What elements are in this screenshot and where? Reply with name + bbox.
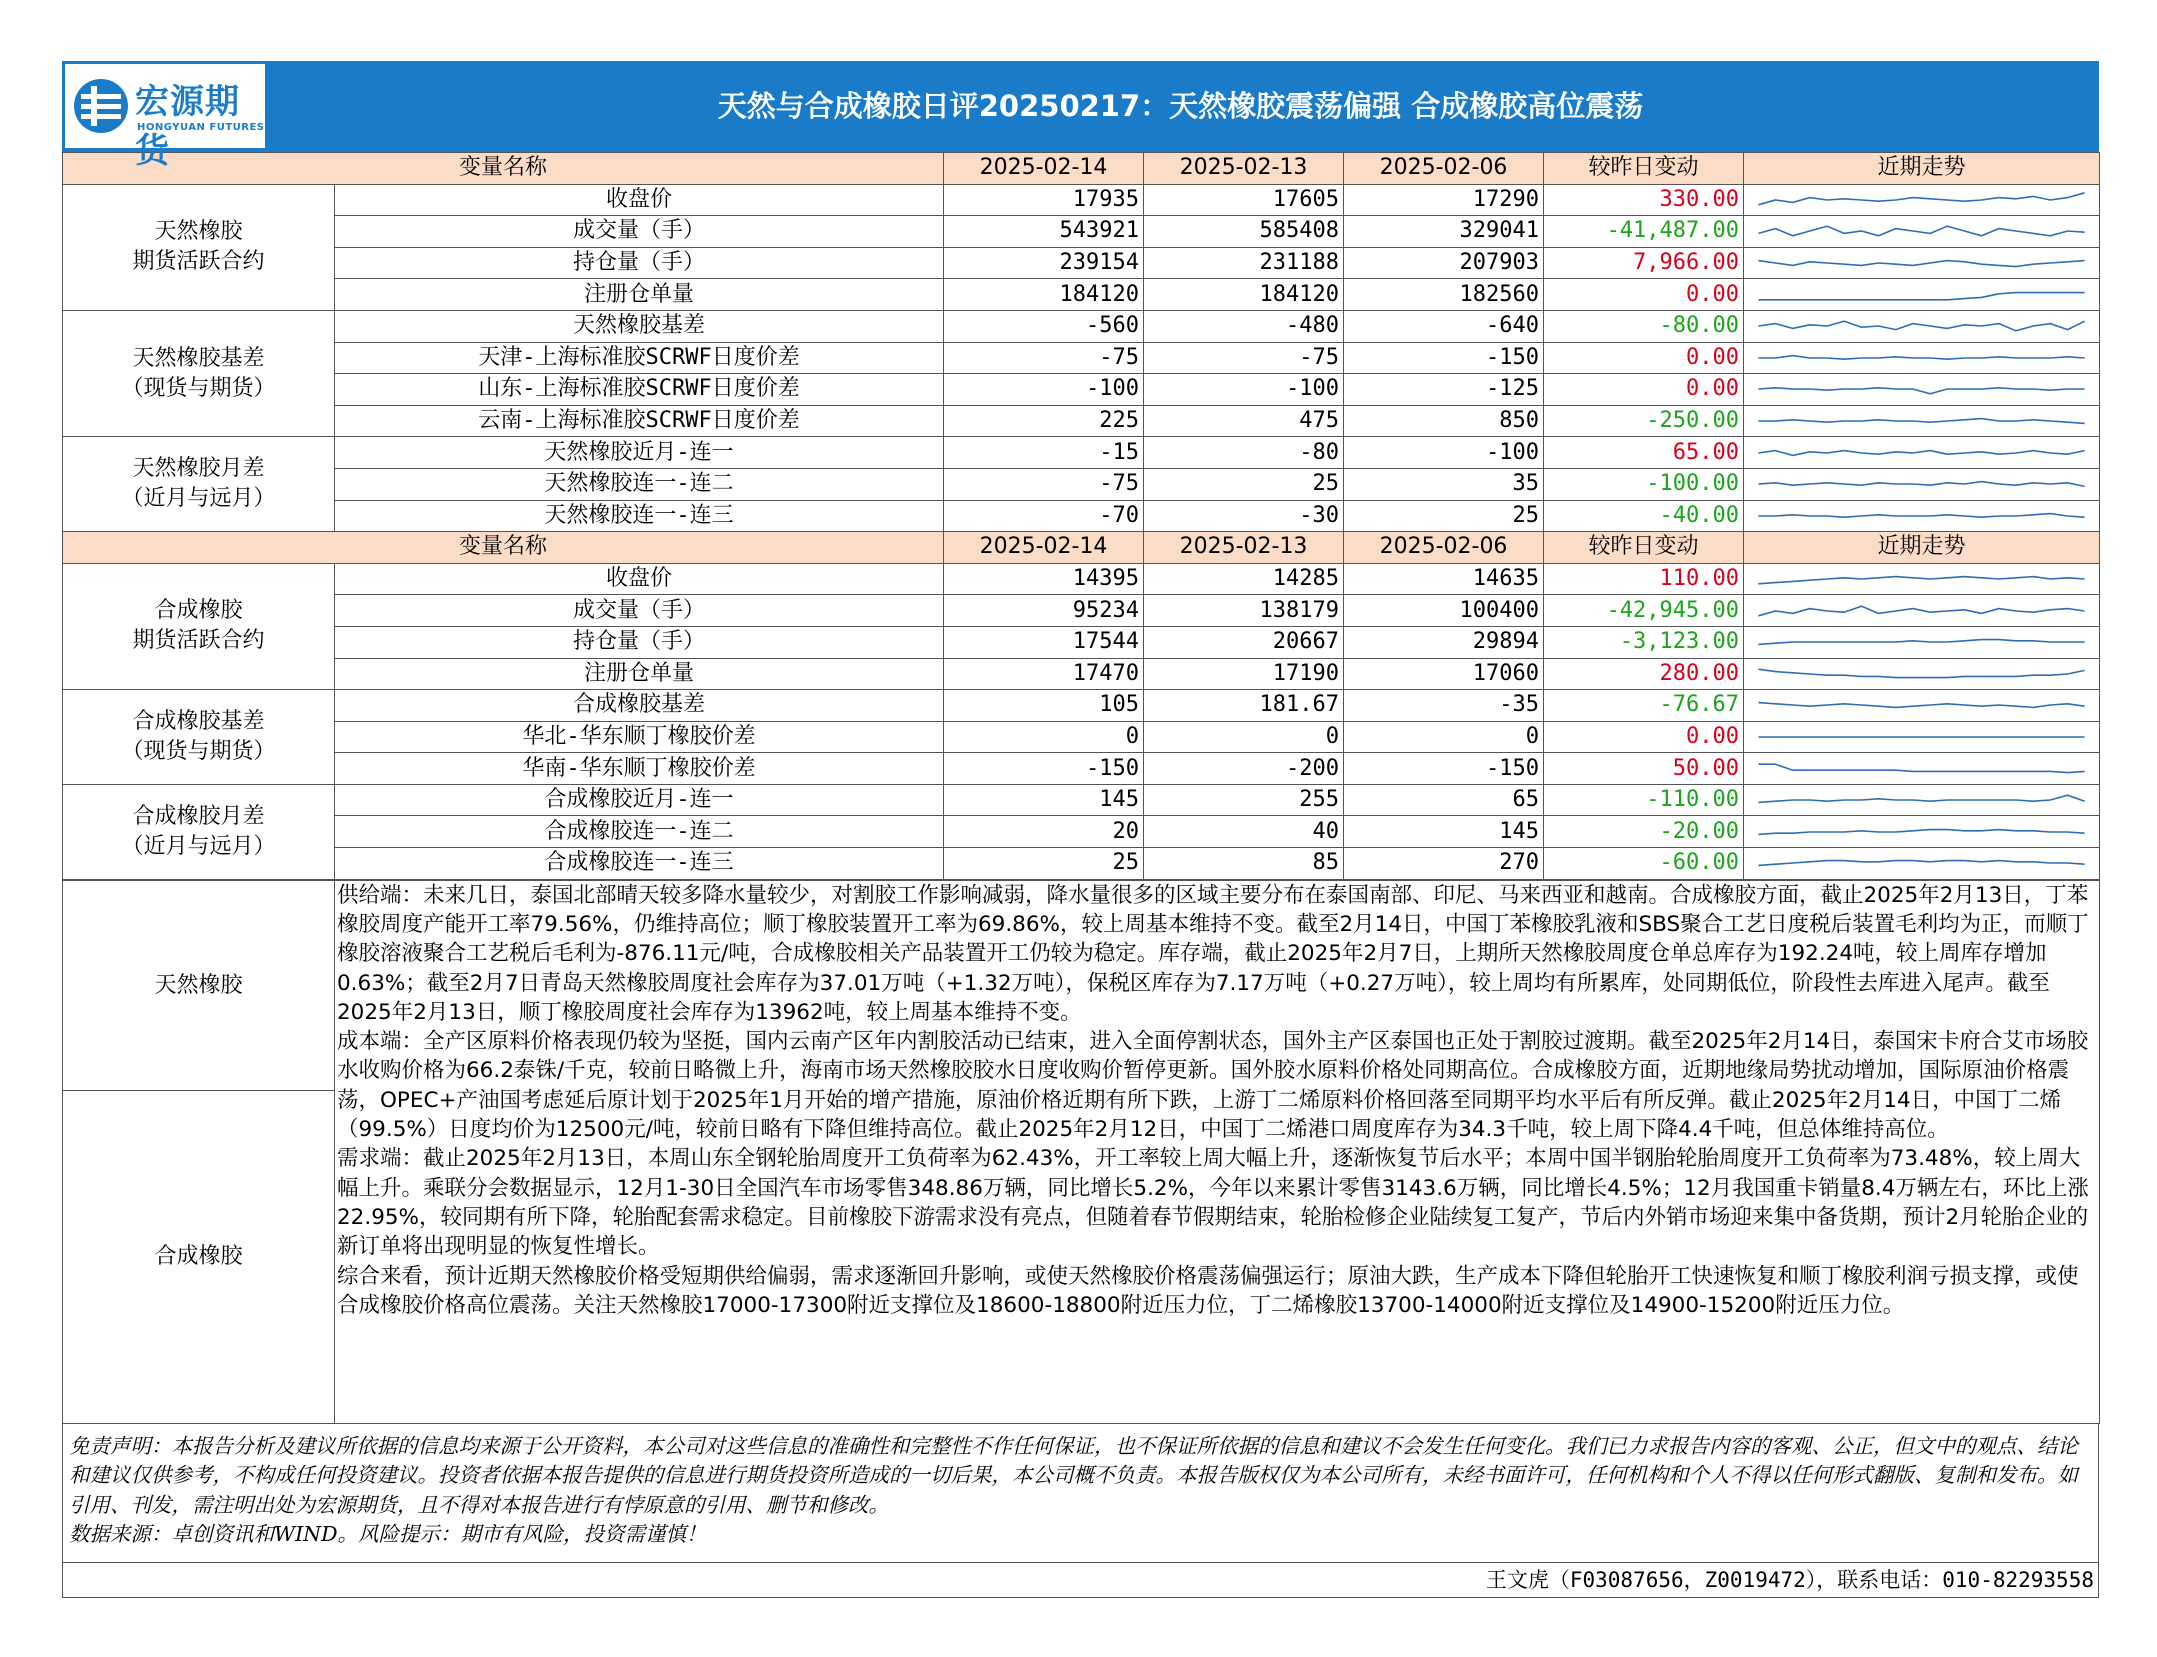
trend-sparkline: [1744, 626, 2100, 658]
value-2025-02-14: 543921: [944, 216, 1144, 248]
daily-change: 0.00: [1544, 279, 1744, 311]
sparkline-line: [1758, 861, 2084, 866]
value-2025-02-06: 25: [1344, 500, 1544, 532]
header-cell: 2025-02-06: [1344, 153, 1544, 185]
value-2025-02-14: -75: [944, 468, 1144, 500]
table-row: [63, 753, 2100, 785]
table-header-row: [63, 532, 2100, 564]
variable-name: 合成橡胶连一-连二: [335, 816, 944, 848]
value-2025-02-06: 14635: [1344, 563, 1544, 595]
value-2025-02-06: 100400: [1344, 595, 1544, 627]
daily-change: 0.00: [1544, 374, 1744, 406]
sparkline-line: [1758, 193, 2084, 205]
header-cell: 较昨日变动: [1544, 532, 1744, 564]
table-row: [63, 848, 2100, 880]
variable-name: 合成橡胶近月-连一: [335, 784, 944, 816]
value-2025-02-13: 17605: [1144, 184, 1344, 216]
trend-sparkline: [1744, 342, 2100, 374]
header-cell: 2025-02-13: [1144, 532, 1344, 564]
daily-change: -3,123.00: [1544, 626, 1744, 658]
sparkline-line: [1758, 419, 2084, 424]
report-title: 天然与合成橡胶日评20250217：天然橡胶震荡偏强 合成橡胶高位震荡: [717, 89, 1644, 123]
commentary-label-natural: 天然橡胶: [63, 880, 335, 1090]
daily-change: -110.00: [1544, 784, 1744, 816]
trend-sparkline: [1744, 405, 2100, 437]
trend-sparkline: [1744, 374, 2100, 406]
value-2025-02-13: 17190: [1144, 658, 1344, 690]
value-2025-02-13: 184120: [1144, 279, 1344, 311]
variable-name: 持仓量（手）: [335, 626, 944, 658]
value-2025-02-13: 0: [1144, 721, 1344, 753]
trend-sparkline: [1744, 279, 2100, 311]
trend-sparkline: [1744, 784, 2100, 816]
sparkline-line: [1758, 292, 2084, 299]
sparkline-chart: [1748, 375, 2095, 403]
sparkline-line: [1758, 388, 2084, 394]
header-variable-name: 变量名称: [63, 153, 944, 185]
sparkline-chart: [1748, 502, 2095, 530]
value-2025-02-13: 20667: [1144, 626, 1344, 658]
sparkline-chart: [1748, 755, 2095, 783]
trend-sparkline: [1744, 563, 2100, 595]
value-2025-02-14: -70: [944, 500, 1144, 532]
daily-change: 110.00: [1544, 563, 1744, 595]
header-cell: 2025-02-13: [1144, 153, 1344, 185]
value-2025-02-14: 95234: [944, 595, 1144, 627]
value-2025-02-14: -75: [944, 342, 1144, 374]
value-2025-02-13: 85: [1144, 848, 1344, 880]
sparkline-chart: [1748, 407, 2095, 435]
table-row: [63, 563, 2100, 595]
trend-sparkline: [1744, 310, 2100, 342]
value-2025-02-13: 25: [1144, 468, 1344, 500]
commentary-cost-demand: 成本端：全产区原料价格表现仍较为坚挺，国内云南产区年内割胶活动已结束，进入全面停割状态，国外主产区泰国也正处于割胶过渡期。截至2025年2月14日，泰国宋卡府合艾市场胶水收购价格为66.2泰铢/千克，较前日略微上升，海南市场天然橡胶胶水日度收购价暂停更新。国外胶水原料价格处同期高位。合成橡胶方面，近期地缘局势扰动增加，国际原油价格震荡，OPEC+产油国考虑延后原计划于2025年1月开始的增产措施，原油价格近期有所下跌，上游丁二烯原料价格回落至同期平均水平后有所反弹。截止2025年2月14日，中国丁二烯（99.5%）日度均价为12500元/吨，较前日略有下降但维持高位。截止2025年2月12日，中国丁二烯港口周度库存为34.3千吨，较上周下降4.4千吨，但总体维持高位。 需求端：截止2025年2月13日，本周山东全钢轮胎周度开工负荷率为62.43%，开工率较上周大幅上升，逐渐恢复节后水平；本周中国半钢胎轮胎周度开工负荷率为73.48%，较上周大幅上升。乘联分会数据显示，12月1-30日全国汽车市场零售348.86万辆，同比增长5.2%，今年以来累计零售3143.6万辆，同比增长4.5%；12月我国重卡销量8.4万辆左右，环比上涨22.95%，较同期有所下降，轮胎配套需求稳定。目前橡胶下游需求没有亮点，但随着春节假期结束，轮胎检修企业陆续复工复产，节后内外销市场迎来集中备货期，预计2月轮胎企业的新订单将出现明显的恢复性增长。 综合来看，预计近期天然橡胶价格受短期供给偏弱，需求逐渐回升影响，或使天然橡胶价格震荡偏强运行；原油大跌，生产成本下降但轮胎开工快速恢复和顺丁橡胶利润亏损支撑，或使合成橡胶价格高位震荡。关注天然橡胶17000-17300附近支撑位及18600-18800附近压力位，丁二烯橡胶13700-14000附近支撑位及14900-15200附近压力位。: [337, 1029, 2089, 1318]
value-2025-02-14: 20: [944, 816, 1144, 848]
value-2025-02-14: -15: [944, 437, 1144, 469]
value-2025-02-14: 225: [944, 405, 1144, 437]
sparkline-chart: [1748, 818, 2095, 846]
sparkline-line: [1758, 669, 2084, 677]
group-label: 合成橡胶月差 （近月与远月）: [63, 784, 335, 879]
value-2025-02-14: 0: [944, 721, 1144, 753]
group-label: 天然橡胶 期货活跃合约: [63, 184, 335, 310]
sparkline-line: [1758, 227, 2084, 237]
trend-sparkline: [1744, 216, 2100, 248]
value-2025-02-14: -100: [944, 374, 1144, 406]
sparkline-line: [1758, 513, 2084, 517]
value-2025-02-14: 145: [944, 784, 1144, 816]
disclaimer: 免责声明：本报告分析及建议所依据的信息均来源于公开资料，本公司对这些信息的准确性和完整性不作任何保证，也不保证所依据的信息和建议不会发生任何变化。我们已力求报告内容的客观、公正，但文中的观点、结论和建议仅供参考，不构成任何投资建议。投资者依据本报告提供的信息进行期货投资所造成的一切后果，本公司概不负责。本报告版权仅为本公司所有，未经书面许可，任何机构和个人不得以任何形式翻版、复制和发布。如引用、刊发，需注明出处为宏源期货，且不得对本报告进行有悖原意的引用、删节和修改。 数据来源：卓创资讯和WIND。风险提示：期市有风险，投资需谨慎！: [62, 1424, 2099, 1563]
trend-sparkline: [1744, 468, 2100, 500]
value-2025-02-14: 184120: [944, 279, 1144, 311]
sparkline-chart: [1748, 597, 2095, 625]
value-2025-02-06: 0: [1344, 721, 1544, 753]
variable-name: 云南-上海标准胶SCRWF日度价差: [335, 405, 944, 437]
sparkline-line: [1758, 829, 2084, 834]
commentary-table: [62, 880, 2100, 1424]
table-row: [63, 184, 2100, 216]
table-row: [63, 500, 2100, 532]
sparkline-chart: [1748, 660, 2095, 688]
value-2025-02-14: -150: [944, 753, 1144, 785]
variable-name: 合成橡胶连一-连三: [335, 848, 944, 880]
sparkline-line: [1758, 355, 2084, 359]
value-2025-02-06: -150: [1344, 342, 1544, 374]
table-row: [63, 374, 2100, 406]
daily-change: -42,945.00: [1544, 595, 1744, 627]
variable-name: 成交量（手）: [335, 595, 944, 627]
variable-name: 收盘价: [335, 184, 944, 216]
table-row: [63, 216, 2100, 248]
value-2025-02-14: 239154: [944, 247, 1144, 279]
report-sheet: [62, 61, 2099, 1598]
sparkline-line: [1758, 703, 2084, 708]
variable-name: 华南-华东顺丁橡胶价差: [335, 753, 944, 785]
commentary-label-synthetic: 合成橡胶: [63, 1090, 335, 1423]
group-label: 天然橡胶基差 （现货与期货）: [63, 310, 335, 436]
table-row: [63, 279, 2100, 311]
value-2025-02-06: 329041: [1344, 216, 1544, 248]
header-cell: 近期走势: [1744, 532, 2100, 564]
value-2025-02-13: 138179: [1144, 595, 1344, 627]
variable-name: 天然橡胶连一-连二: [335, 468, 944, 500]
variable-name: 合成橡胶基差: [335, 690, 944, 722]
value-2025-02-06: -640: [1344, 310, 1544, 342]
daily-change: -250.00: [1544, 405, 1744, 437]
trend-sparkline: [1744, 500, 2100, 532]
trend-sparkline: [1744, 658, 2100, 690]
table-row: [63, 595, 2100, 627]
value-2025-02-14: 17544: [944, 626, 1144, 658]
variable-name: 天然橡胶近月-连一: [335, 437, 944, 469]
value-2025-02-13: -100: [1144, 374, 1344, 406]
value-2025-02-06: 850: [1344, 405, 1544, 437]
table-row: [63, 690, 2100, 722]
table-row: [63, 437, 2100, 469]
trend-sparkline: [1744, 437, 2100, 469]
variable-name: 持仓量（手）: [335, 247, 944, 279]
value-2025-02-13: 255: [1144, 784, 1344, 816]
group-label: 合成橡胶基差 （现货与期货）: [63, 690, 335, 785]
value-2025-02-06: -100: [1344, 437, 1544, 469]
sparkline-line: [1758, 795, 2084, 802]
value-2025-02-06: 270: [1344, 848, 1544, 880]
daily-change: 280.00: [1544, 658, 1744, 690]
sparkline-line: [1758, 321, 2084, 331]
sparkline-line: [1758, 606, 2084, 616]
table-row: [63, 658, 2100, 690]
value-2025-02-06: 182560: [1344, 279, 1544, 311]
value-2025-02-13: -80: [1144, 437, 1344, 469]
value-2025-02-06: 17060: [1344, 658, 1544, 690]
commentary-text: [335, 880, 2100, 1423]
company-logo: [65, 64, 265, 171]
variable-name: 成交量（手）: [335, 216, 944, 248]
daily-change: -20.00: [1544, 816, 1744, 848]
header-cell: 近期走势: [1744, 153, 2100, 185]
value-2025-02-06: 65: [1344, 784, 1544, 816]
group-label: 天然橡胶月差 （近月与远月）: [63, 437, 335, 532]
value-2025-02-13: -75: [1144, 342, 1344, 374]
value-2025-02-13: -200: [1144, 753, 1344, 785]
daily-change: 7,966.00: [1544, 247, 1744, 279]
value-2025-02-13: -480: [1144, 310, 1344, 342]
table-row: [63, 405, 2100, 437]
sparkline-line: [1758, 450, 2084, 455]
analyst-contact: 王文虎（F03087656，Z0019472），联系电话：010-82293558: [62, 1563, 2099, 1598]
value-2025-02-13: 40: [1144, 816, 1344, 848]
sparkline-chart: [1748, 723, 2095, 751]
daily-change: -60.00: [1544, 848, 1744, 880]
variable-name: 天然橡胶连一-连三: [335, 500, 944, 532]
value-2025-02-06: 145: [1344, 816, 1544, 848]
value-2025-02-14: 14395: [944, 563, 1144, 595]
daily-change: -80.00: [1544, 310, 1744, 342]
hongyuan-logo-icon: [73, 72, 129, 140]
daily-change: 330.00: [1544, 184, 1744, 216]
indicator-table: [62, 152, 2100, 880]
sparkline-chart: [1748, 439, 2095, 467]
variable-name: 山东-上海标准胶SCRWF日度价差: [335, 374, 944, 406]
value-2025-02-06: 17290: [1344, 184, 1544, 216]
trend-sparkline: [1744, 247, 2100, 279]
header-cell: 2025-02-14: [944, 153, 1144, 185]
group-label: 合成橡胶 期货活跃合约: [63, 563, 335, 689]
daily-change: -40.00: [1544, 500, 1744, 532]
trend-sparkline: [1744, 184, 2100, 216]
daily-change: 50.00: [1544, 753, 1744, 785]
variable-name: 天津-上海标准胶SCRWF日度价差: [335, 342, 944, 374]
value-2025-02-13: 585408: [1144, 216, 1344, 248]
sparkline-chart: [1748, 849, 2095, 877]
table-row: [63, 816, 2100, 848]
daily-change: -76.67: [1544, 690, 1744, 722]
value-2025-02-13: 14285: [1144, 563, 1344, 595]
header-cell: 2025-02-14: [944, 532, 1144, 564]
value-2025-02-13: -30: [1144, 500, 1344, 532]
value-2025-02-06: 29894: [1344, 626, 1544, 658]
value-2025-02-06: -125: [1344, 374, 1544, 406]
variable-name: 注册仓单量: [335, 658, 944, 690]
value-2025-02-14: 25: [944, 848, 1144, 880]
variable-name: 注册仓单量: [335, 279, 944, 311]
value-2025-02-13: 231188: [1144, 247, 1344, 279]
sparkline-chart: [1748, 628, 2095, 656]
value-2025-02-14: -560: [944, 310, 1144, 342]
sparkline-chart: [1748, 344, 2095, 372]
daily-change: -41,487.00: [1544, 216, 1744, 248]
logo-text-en: HONGYUAN FUTURES: [137, 122, 265, 133]
trend-sparkline: [1744, 721, 2100, 753]
table-row: [63, 468, 2100, 500]
sparkline-line: [1758, 640, 2084, 645]
trend-sparkline: [1744, 690, 2100, 722]
sparkline-chart: [1748, 691, 2095, 719]
trend-sparkline: [1744, 848, 2100, 880]
value-2025-02-06: -35: [1344, 690, 1544, 722]
sparkline-chart: [1748, 249, 2095, 277]
sparkline-line: [1758, 482, 2084, 487]
logo-text-cn: 宏源期货: [135, 82, 240, 171]
variable-name: 华北-华东顺丁橡胶价差: [335, 721, 944, 753]
value-2025-02-06: 35: [1344, 468, 1544, 500]
sparkline-line: [1758, 577, 2084, 584]
trend-sparkline: [1744, 816, 2100, 848]
table-row: [63, 310, 2100, 342]
sparkline-chart: [1748, 281, 2095, 309]
variable-name: 天然橡胶基差: [335, 310, 944, 342]
sparkline-chart: [1748, 217, 2095, 245]
table-row: [63, 721, 2100, 753]
header-cell: 2025-02-06: [1344, 532, 1544, 564]
sparkline-chart: [1748, 186, 2095, 214]
value-2025-02-14: 105: [944, 690, 1144, 722]
value-2025-02-14: 17935: [944, 184, 1144, 216]
sparkline-chart: [1748, 470, 2095, 498]
header-cell: 较昨日变动: [1544, 153, 1744, 185]
daily-change: 65.00: [1544, 437, 1744, 469]
trend-sparkline: [1744, 595, 2100, 627]
table-row: [63, 626, 2100, 658]
commentary-supply: 供给端：未来几日，泰国北部晴天较多降水量较少，对割胶工作影响减弱，降水量很多的区域主要分布在泰国南部、印尼、马来西亚和越南。合成橡胶方面，截止2025年2月13日，丁苯橡胶周度产能开工率79.56%，仍维持高位；顺丁橡胶装置开工率为69.86%，较上周基本维持不变。截至2月14日，中国丁苯橡胶乳液和SBS聚合工艺日度税后装置毛利均为正，而顺丁橡胶溶液聚合工艺税后毛利为-876.11元/吨，合成橡胶相关产品装置开工仍较为稳定。库存端，截止2025年2月7日，上期所天然橡胶周度仓单总库存为192.24吨，较上周库存增加0.63%；截至2月7日青岛天然橡胶周度社会库存为37.01万吨（+1.32万吨），保税区库存为7.17万吨（+0.27万吨），较上周均有所累库，处同期低位，阶段性去库进入尾声。截至2025年2月13日，顺丁橡胶周度社会库存为13962吨，较上周基本维持不变。: [337, 882, 2089, 1025]
sparkline-chart: [1748, 786, 2095, 814]
header-variable-name: 变量名称: [63, 532, 944, 564]
value-2025-02-14: 17470: [944, 658, 1144, 690]
sparkline-chart: [1748, 565, 2095, 593]
value-2025-02-06: 207903: [1344, 247, 1544, 279]
sparkline-line: [1758, 764, 2084, 772]
daily-change: -100.00: [1544, 468, 1744, 500]
value-2025-02-06: -150: [1344, 753, 1544, 785]
variable-name: 收盘价: [335, 563, 944, 595]
table-row: [63, 784, 2100, 816]
table-header-row: [63, 153, 2100, 185]
sparkline-chart: [1748, 312, 2095, 340]
daily-change: 0.00: [1544, 721, 1744, 753]
table-row: [63, 342, 2100, 374]
value-2025-02-13: 181.67: [1144, 690, 1344, 722]
daily-change: 0.00: [1544, 342, 1744, 374]
value-2025-02-13: 475: [1144, 405, 1344, 437]
trend-sparkline: [1744, 753, 2100, 785]
table-row: [63, 247, 2100, 279]
sparkline-line: [1758, 261, 2084, 267]
